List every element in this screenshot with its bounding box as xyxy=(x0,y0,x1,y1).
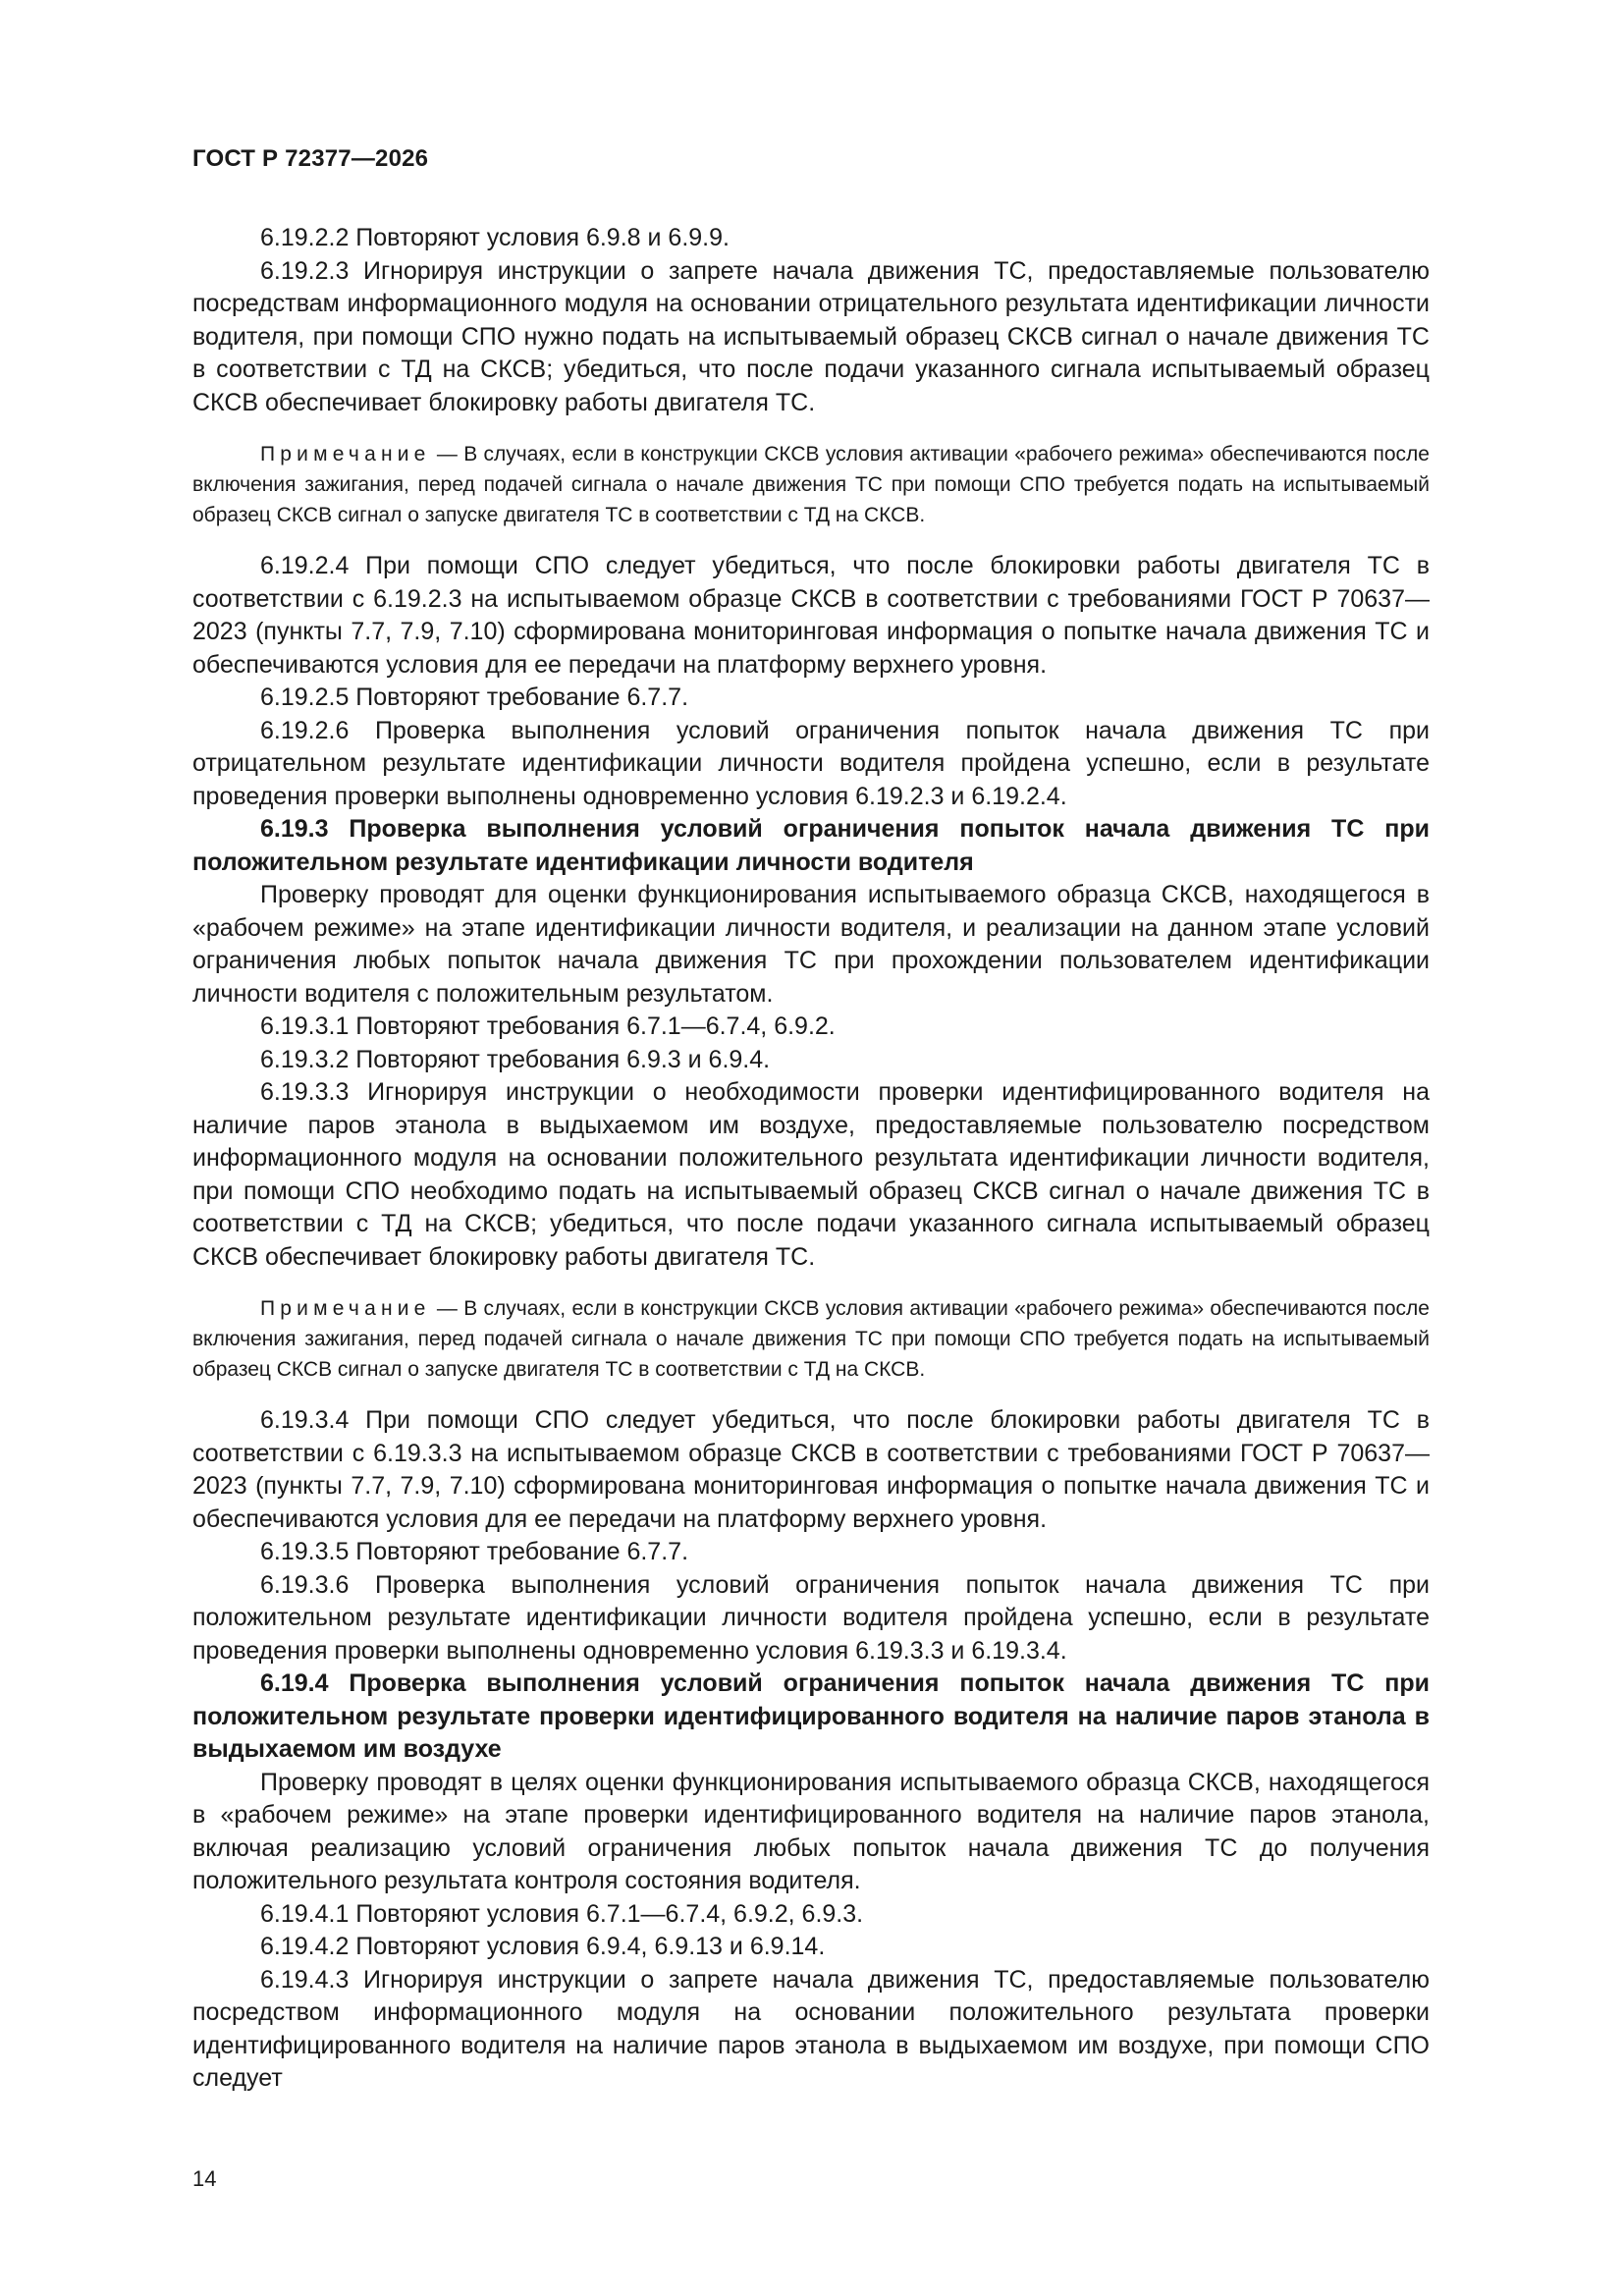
note-6-19-2-3 xyxy=(192,439,1430,530)
paragraph-6-19-4-3: 6.19.4.3 Игнорируя инструкции о запрете начала движения ТС, предоставляемые пользователю посредством информационного модуля на основании положительного результата проверки идентифицированного водителя на наличие паров этанола в выдыхаемом им воздухе, при помощи СПО следует xyxy=(192,1965,1430,2092)
paragraph-6-19-3-4: 6.19.3.4 При помощи СПО следует убедиться, что после блокировки работы двигателя ТС в соответствии с 6.19.3.3 на испытываемом образце СКСВ в соответствии с требованиями ГОСТ Р 70637—2023 (пункты 7.7, 7.9, 7.10) сформирована мониторинговая информация о попытке начала движения ТС и обеспечиваются условия для ее передачи на платформу верхнего уровня. xyxy=(192,1406,1430,1533)
paragraph-6-19-3-1: 6.19.3.1 Повторяют требования 6.7.1—6.7.4, 6.9.2. xyxy=(260,1012,836,1040)
paragraph-6-19-4-1: 6.19.4.1 Повторяют условия 6.7.1—6.7.4, 6.9.2, 6.9.3. xyxy=(260,1899,864,1928)
document-header-standard-id: ГОСТ Р 72377—2026 xyxy=(192,145,429,172)
section-heading-6-19-4: 6.19.4 Проверка выполнения условий ограничения попыток начала движения ТС при положительном результате проверки идентифицированного водителя на наличие паров этанола в выдыхаемом им воздухе xyxy=(192,1669,1430,1763)
paragraph-6-19-3-intro: Проверку проводят для оценки функционирования испытываемого образца СКСВ, находящегося в «рабочем режиме» на этапе идентификации личности водителя, и реализации на данном этапе условий ограничения любых попыток начала движения ТС при прохождении пользователем идентификации личности водителя с положительным результатом. xyxy=(192,881,1430,1008)
note-text: — В случаях, если в конструкции СКСВ условия активации «рабочего режима» обеспечиваются после включения зажигания, перед подачей сигнала о начале движения ТС при помощи СПО требуется подать на испытываемый образец СКСВ сигнал о запуске двигателя ТС в соответствии с ТД на СКСВ. xyxy=(192,443,1430,526)
paragraph-6-19-2-5: 6.19.2.5 Повторяют требование 6.7.7. xyxy=(260,683,689,711)
page-number: 14 xyxy=(192,2166,217,2191)
note-text: — В случаях, если в конструкции СКСВ условия активации «рабочего режима» обеспечиваются после включения зажигания, перед подачей сигнала о начале движения ТС при помощи СПО требуется подать на испытываемый образец СКСВ сигнал о запуске двигателя ТС в соответствии с ТД на СКСВ. xyxy=(192,1297,1430,1381)
paragraph-6-19-3-2: 6.19.3.2 Повторяют требования 6.9.3 и 6.9.4. xyxy=(260,1045,771,1073)
note-label: Примечание xyxy=(260,443,431,465)
paragraph-6-19-3-6: 6.19.3.6 Проверка выполнения условий ограничения попыток начала движения ТС при положительном результате идентификации личности водителя пройдена успешно, если в результате проведения проверки выполнены одновременно условия 6.19.3.3 и 6.19.3.4. xyxy=(192,1570,1430,1665)
note-6-19-3-3 xyxy=(192,1293,1430,1385)
section-heading-6-19-3: 6.19.3 Проверка выполнения условий ограничения попыток начала движения ТС при положительном результате идентификации личности водителя xyxy=(192,815,1430,876)
paragraph-6-19-3-3: 6.19.3.3 Игнорируя инструкции о необходимости проверки идентифицированного водителя на наличие паров этанола в выдыхаемом им воздухе, предоставляемые пользователю посредством информационного модуля на основании положительного результата идентификации личности водителя, при помощи СПО необходимо подать на испытываемый образец СКСВ сигнал о начале движения ТС в соответствии с ТД на СКСВ; убедиться, что после подачи указанного сигнала испытываемый образец СКСВ обеспечивает блокировку работы двигателя ТС. xyxy=(192,1078,1430,1271)
paragraph-6-19-2-4: 6.19.2.4 При помощи СПО следует убедиться, что после блокировки работы двигателя ТС в соответствии с 6.19.2.3 на испытываемом образце СКСВ в соответствии с требованиями ГОСТ Р 70637—2023 (пункты 7.7, 7.9, 7.10) сформирована мониторинговая информация о попытке начала движения ТС и обеспечиваются условия для ее передачи на платформу верхнего уровня. xyxy=(192,552,1430,679)
paragraph-6-19-3-5: 6.19.3.5 Повторяют требование 6.7.7. xyxy=(260,1538,689,1565)
document-body xyxy=(192,222,1430,2096)
paragraph-6-19-2-3: 6.19.2.3 Игнорируя инструкции о запрете начала движения ТС, предоставляемые пользователю посредствам информационного модуля на основании отрицательного результата идентификации личности водителя, при помощи СПО нужно подать на испытываемый образец СКСВ сигнал о начале движения ТС в соответствии с ТД на СКСВ; убедиться, что после подачи указанного сигнала испытываемый образец СКСВ обеспечивает блокировку работы двигателя ТС. xyxy=(192,256,1430,416)
paragraph-6-19-4-intro: Проверку проводят в целях оценки функционирования испытываемого образца СКСВ, находящегося в «рабочем режиме» на этапе проверки идентифицированного водителя на наличие паров этанола, включая реализацию условий ограничения любых попыток начала движения ТС до получения положительного результата контроля состояния водителя. xyxy=(192,1768,1430,1894)
paragraph-6-19-4-2: 6.19.4.2 Повторяют условия 6.9.4, 6.9.13 и 6.9.14. xyxy=(260,1933,826,1960)
paragraph-6-19-2-6: 6.19.2.6 Проверка выполнения условий ограничения попыток начала движения ТС при отрицательном результате идентификации личности водителя пройдена успешно, если в результате проведения проверки выполнены одновременно условия 6.19.2.3 и 6.19.2.4. xyxy=(192,716,1430,810)
note-label: Примечание xyxy=(260,1297,431,1320)
paragraph-6-19-2-2: 6.19.2.2 Повторяют условия 6.9.8 и 6.9.9. xyxy=(260,224,730,251)
